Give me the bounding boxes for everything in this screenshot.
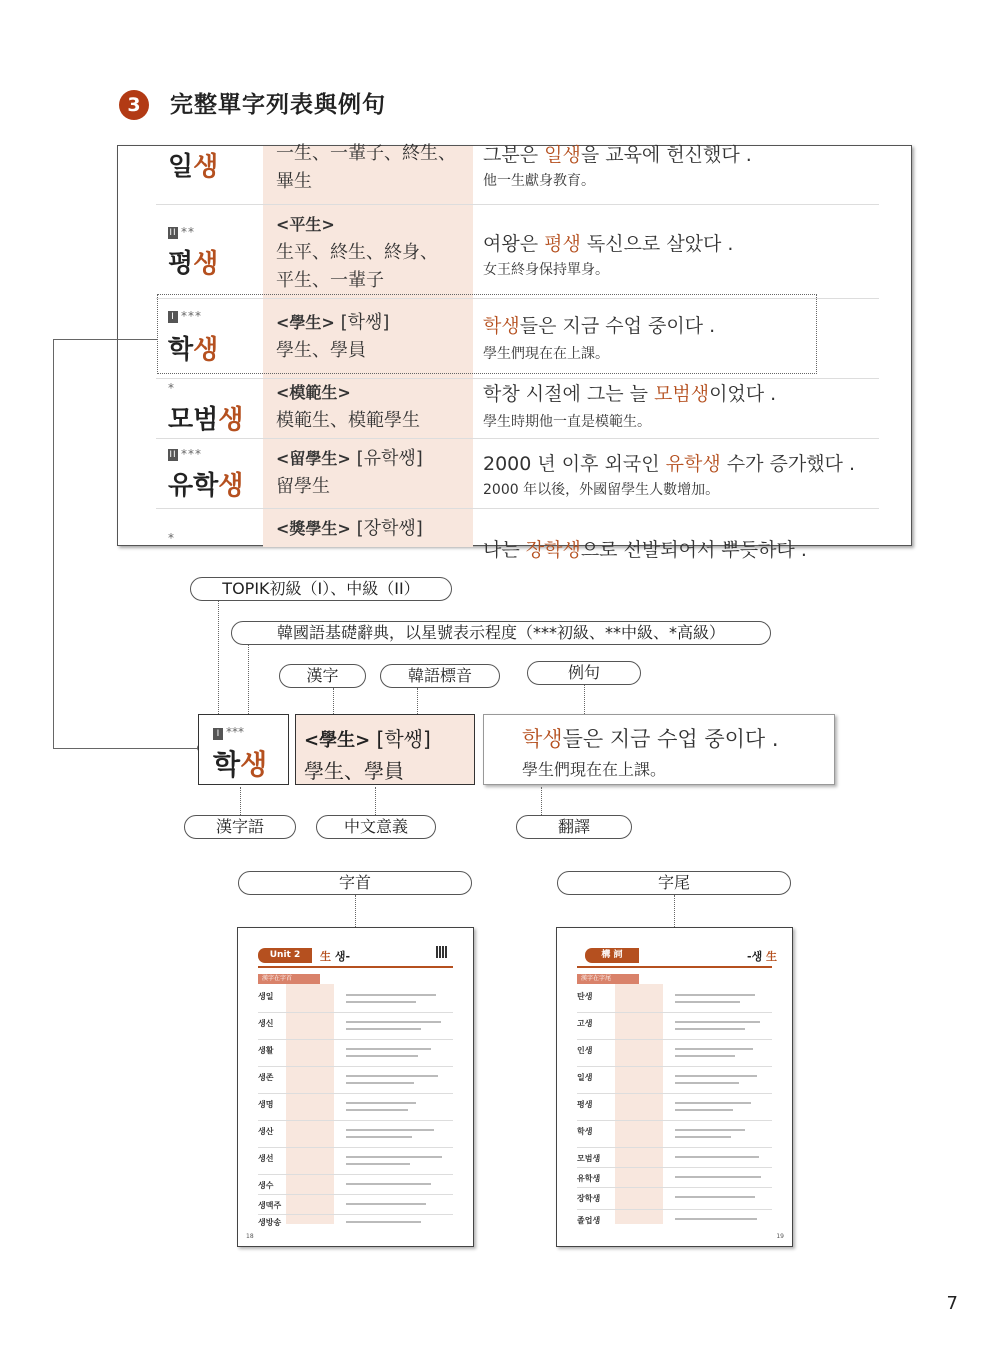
pointer-line bbox=[417, 688, 418, 714]
thumb-page-number: 19 bbox=[776, 1233, 784, 1240]
thumb-row: 학생 bbox=[577, 1121, 772, 1148]
example-korean: 학생들은 지금 수업 중이다 . bbox=[483, 315, 716, 337]
example-translation: 2000 年以後，外國留學生人數增加。 bbox=[483, 482, 720, 498]
thumb-row: 생선 bbox=[258, 1148, 453, 1175]
prefix-page-thumbnail bbox=[237, 927, 474, 1247]
thumb-row: 모범생 bbox=[577, 1148, 772, 1168]
vocab-word: 평생 bbox=[168, 249, 219, 279]
label-pronunciation: 韓語標音 bbox=[380, 664, 500, 688]
label-chinese-meaning: 中文意義 bbox=[316, 815, 436, 839]
detail-example-box bbox=[483, 714, 835, 785]
connector-line bbox=[53, 339, 158, 340]
example-korean: 여왕은 평생 독신으로 살았다 . bbox=[483, 233, 734, 255]
label-suffix: 字尾 bbox=[557, 871, 791, 895]
hanja-meaning: <平生> 生平、終生、終身、 平生、一輩子 bbox=[276, 215, 438, 291]
divider bbox=[258, 966, 453, 968]
detail-word: 학생 bbox=[213, 748, 268, 781]
detail-word-box bbox=[198, 714, 289, 785]
detail-example-korean: 학생들은 지금 수업 중이다 . bbox=[522, 727, 779, 751]
level-stars: * bbox=[168, 381, 175, 395]
example-korean: 그분은 일생을 교육에 헌신했다 . bbox=[483, 144, 752, 166]
thumb-row: 장학생 bbox=[577, 1188, 772, 1210]
label-example: 例句 bbox=[527, 661, 641, 685]
vocab-word: 유학생 bbox=[168, 471, 244, 501]
vocab-row bbox=[156, 439, 879, 509]
vocab-word: 학생 bbox=[168, 335, 219, 365]
connector-line bbox=[53, 748, 201, 749]
example-translation: 學生時期他一直是模範生。 bbox=[483, 414, 651, 430]
thumb-row: 생방송 bbox=[258, 1215, 453, 1233]
divider bbox=[577, 966, 772, 968]
pointer-line bbox=[355, 895, 356, 927]
unit-badge: Unit 2 bbox=[258, 948, 312, 963]
highlight-frame bbox=[157, 294, 817, 374]
label-prefix: 字首 bbox=[238, 871, 472, 895]
unit-badge: 構 詞 bbox=[585, 948, 639, 963]
pointer-line bbox=[240, 787, 241, 815]
thumb-row: 유학생 bbox=[577, 1168, 772, 1188]
example-translation: 學生們現在在上課。 bbox=[483, 346, 609, 362]
example-translation: 他一生獻身教育。 bbox=[483, 173, 595, 189]
thumb-title: -생 生 bbox=[747, 950, 778, 963]
hanja-meaning: <留學生> [유학쌩] 留學生 bbox=[276, 448, 423, 497]
thumb-subheader: 漢字在字首 bbox=[258, 974, 320, 984]
label-sino-korean: 漢字語 bbox=[184, 815, 296, 839]
connector-line bbox=[53, 339, 54, 749]
thumb-row: 생수 bbox=[258, 1175, 453, 1195]
example-korean: 나는 장학생으로 선발되어서 뿌듯하다 . bbox=[483, 539, 807, 561]
label-topik: TOPIK初級（I）、中級（II） bbox=[190, 577, 452, 601]
vocab-word: 일생 bbox=[168, 152, 219, 182]
thumb-row: 생맥주 bbox=[258, 1195, 453, 1215]
level-stars: I *** bbox=[168, 309, 202, 323]
hanja-meaning: <模範生> 模範生、模範學生 bbox=[276, 383, 420, 431]
label-translation: 翻譯 bbox=[516, 815, 632, 839]
level-stars: II ** bbox=[169, 225, 195, 239]
detail-example-translation: 學生們現在在上課。 bbox=[522, 760, 667, 779]
example-translation: 女王終身保持單身。 bbox=[483, 262, 609, 278]
pointer-line bbox=[674, 895, 675, 927]
page-number: 7 bbox=[946, 1293, 958, 1314]
pointer-line bbox=[584, 685, 585, 714]
pointer-line bbox=[375, 787, 376, 815]
thumb-title: 生 생- bbox=[320, 950, 351, 963]
thumb-row: 고생 bbox=[577, 1013, 772, 1040]
vocab-row bbox=[156, 379, 879, 439]
level-stars: II *** bbox=[169, 447, 202, 461]
label-dictionary: 韓國語基礎辭典，以星號表示程度（***初級、**中級、*高級） bbox=[231, 621, 771, 645]
thumb-row: 졸업생 bbox=[577, 1210, 772, 1230]
thumb-row: 생신 bbox=[258, 1013, 453, 1040]
example-korean: 2000 년 이후 외국인 유학생 수가 증가했다 . bbox=[483, 453, 855, 475]
suffix-page-thumbnail bbox=[556, 927, 793, 1247]
thumb-row: 일생 bbox=[577, 1067, 772, 1094]
pointer-line bbox=[333, 688, 334, 714]
example-korean: 학창 시절에 그는 늘 모범생이었다 . bbox=[483, 383, 777, 405]
hanja-meaning: <獎學生> [장학쌩] bbox=[276, 518, 423, 539]
detail-hanja-box bbox=[295, 714, 475, 785]
vocab-row bbox=[156, 509, 879, 569]
label-hanja: 漢字 bbox=[279, 664, 366, 688]
level-stars: * bbox=[168, 531, 175, 545]
thumb-row: 인생 bbox=[577, 1040, 772, 1067]
thumb-row: 생산 bbox=[258, 1121, 453, 1148]
section-title: 完整單字列表與例句 bbox=[170, 92, 386, 118]
level-stars: I *** bbox=[213, 725, 244, 740]
thumb-row: 생일 bbox=[258, 986, 453, 1013]
qr-code-icon bbox=[436, 946, 448, 958]
hanja-meaning: 一生、一輩子、終生、 畢生 bbox=[276, 143, 456, 192]
detail-meaning: 學生、學員 bbox=[304, 759, 404, 783]
hanja-meaning: <學生> [학쌩] 學生、學員 bbox=[276, 312, 390, 361]
thumb-row: 생명 bbox=[258, 1094, 453, 1121]
vocab-row bbox=[156, 106, 879, 205]
thumb-page-number: 18 bbox=[246, 1233, 254, 1240]
pointer-line bbox=[248, 645, 249, 714]
thumb-row: 생존 bbox=[258, 1067, 453, 1094]
thumb-subheader: 漢字在字尾 bbox=[577, 974, 639, 984]
vocab-word: 모범생 bbox=[168, 405, 244, 435]
detail-hanja: <學生> [학쌩] bbox=[304, 727, 431, 751]
vocab-row bbox=[156, 205, 879, 299]
thumb-row: 탄생 bbox=[577, 986, 772, 1013]
thumb-row: 평생 bbox=[577, 1094, 772, 1121]
pointer-line bbox=[218, 601, 219, 714]
thumb-row: 생활 bbox=[258, 1040, 453, 1067]
pointer-line bbox=[541, 787, 542, 815]
section-number-badge: 3 bbox=[119, 90, 149, 120]
